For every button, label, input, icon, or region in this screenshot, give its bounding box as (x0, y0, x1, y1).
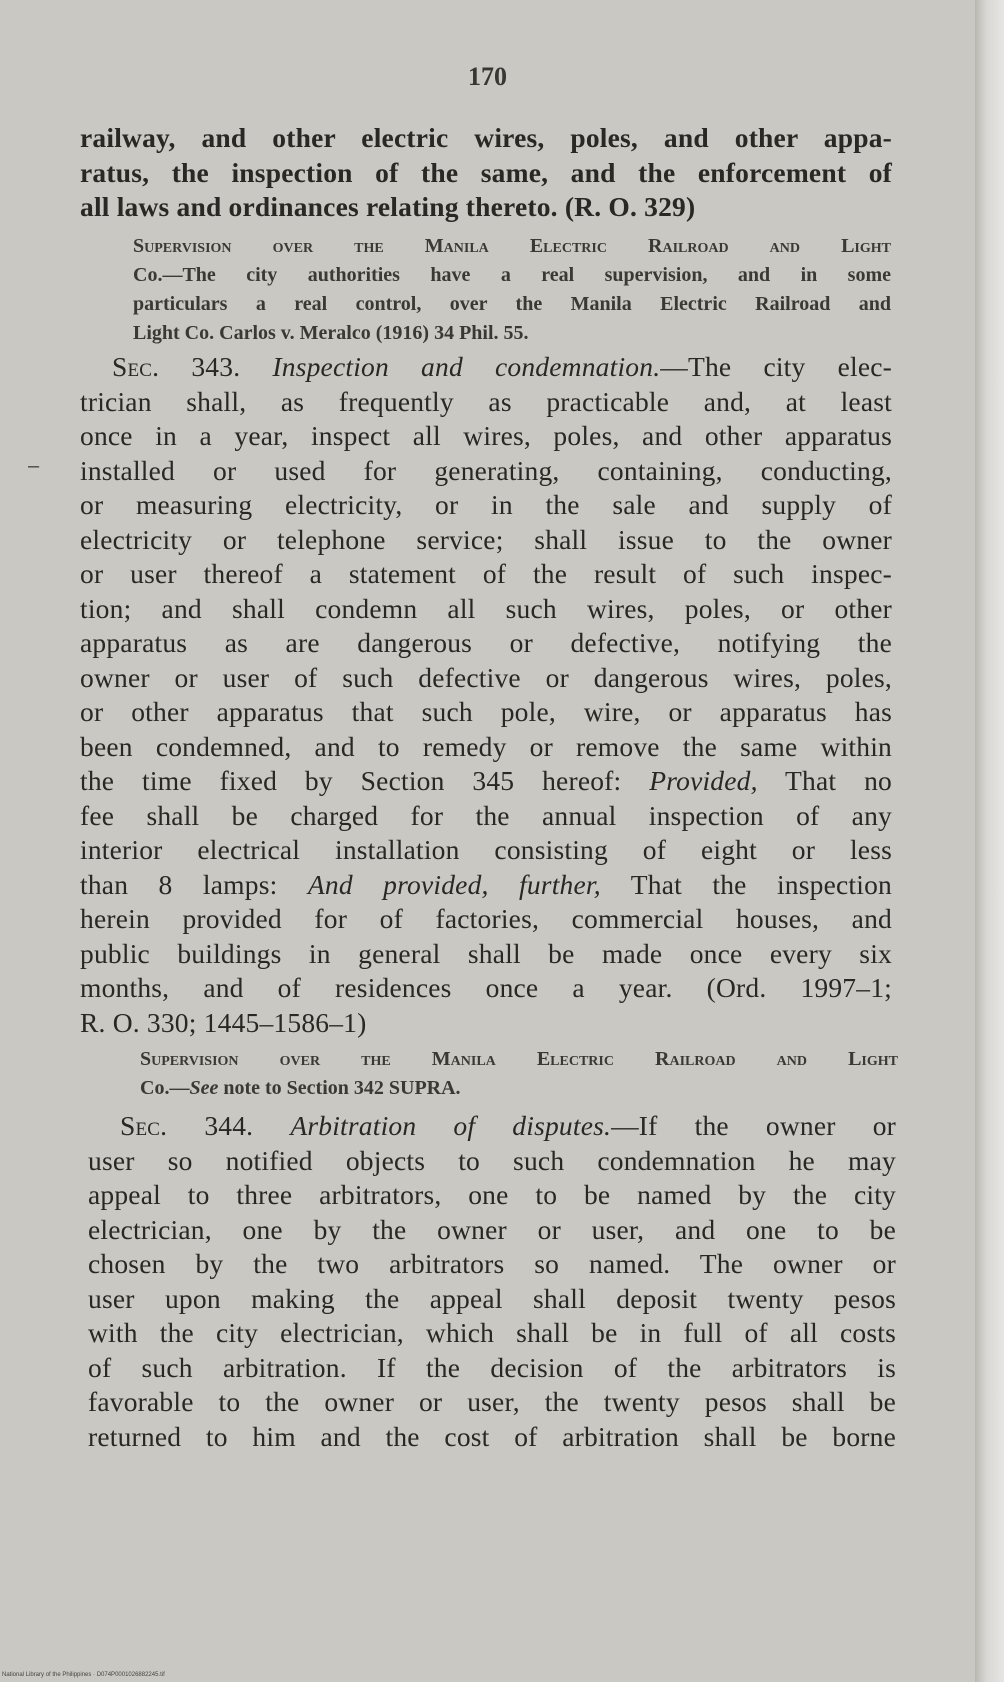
text-line (80, 868, 892, 903)
text-line: electrician, one by the owner or user, and one to be (88, 1213, 896, 1245)
section-number: Sec. 343. (112, 351, 241, 382)
text-line: public buildings in general shall be made once every six (80, 937, 892, 969)
text-line: user upon making the appeal shall deposit twenty pesos (88, 1282, 896, 1314)
text-line: once in a year, inspect all wires, poles, and other apparatus (80, 420, 892, 451)
page-number: 170 (468, 62, 507, 91)
note-heading: Supervision over the Manila Electric Railroad and Light (133, 235, 891, 257)
italic-term: See (189, 1077, 219, 1099)
section-text: —If the owner or (611, 1110, 897, 1141)
section-343 (80, 350, 892, 1040)
text-line: herein provided for of factories, commercial houses, and (80, 903, 892, 934)
text-run: note to Section 342 SUPRA. (218, 1077, 461, 1099)
text-line: or other apparatus that such pole, wire, or apparatus has (80, 696, 892, 727)
margin-mark: – (28, 455, 40, 477)
note-line: Co.—The city authorities have a real supervision, and in some (133, 264, 891, 286)
section-first-line (80, 350, 892, 385)
text-line (80, 764, 892, 799)
text-line: ratus, the inspection of the same, and the enforcement of (80, 156, 892, 188)
text-line: favorable to the owner or user, the twenty pesos shall be (88, 1386, 896, 1417)
note-line: Light Co. Carlos v. Meralco (1916) 34 Phil. 55. (133, 322, 529, 344)
section-344 (88, 1109, 896, 1454)
text-line: all laws and ordinances relating thereto. (R. O. 329) (80, 191, 696, 222)
text-line: R. O. 330; 1445–1586–1) (80, 1006, 367, 1038)
text-line: owner or user of such defective or dangerous wires, poles, (80, 661, 892, 693)
text-line: interior electrical installation consisting of eight or less (80, 834, 892, 865)
page-edge (975, 0, 1004, 1682)
text-line: or measuring electricity, or in the sale and supply of (80, 489, 892, 520)
section-title: Inspection and condemnation. (272, 351, 661, 382)
scan-footer: National Library of the Philippines · D074P0001026882245.tif (2, 1672, 165, 1678)
intro-paragraph (80, 121, 892, 225)
text-run: Co.— (140, 1077, 190, 1099)
annotation-note-2 (140, 1045, 898, 1103)
section-first-line (88, 1109, 896, 1144)
section-title: Arbitration of disputes. (290, 1110, 612, 1141)
text-run: the time fixed by Section 345 hereof: (80, 765, 650, 796)
annotation-note-1 (133, 232, 891, 348)
italic-term: Provided, (649, 765, 758, 796)
text-line: fee shall be charged for the annual inspection of any (80, 799, 892, 831)
text-run: That the inspection (600, 868, 892, 900)
text-line: been condemned, and to remedy or remove the same within (80, 730, 892, 762)
note-line (140, 1074, 898, 1103)
text-line: user so notified objects to such condemnation he may (88, 1144, 896, 1176)
text-line: with the city electrician, which shall be in full of all costs (88, 1317, 896, 1348)
text-run: than 8 lamps: (80, 868, 308, 900)
text-line: apparatus as are dangerous or defective, notifying the (80, 627, 892, 658)
text-line: chosen by the two arbitrators so named. The owner or (88, 1248, 896, 1279)
text-line: or user thereof a statement of the result of such inspec- (80, 558, 892, 589)
text-line: electricity or telephone service; shall issue to the owner (80, 523, 892, 555)
italic-term: And provided, further, (307, 868, 601, 900)
text-line: returned to him and the cost of arbitration shall be borne (88, 1420, 896, 1452)
text-line: tion; and shall condemn all such wires, poles, or other (80, 592, 892, 624)
note-line: particulars a real control, over the Manila Electric Railroad and (133, 293, 891, 315)
text-line: appeal to three arbitrators, one to be named by the city (88, 1179, 896, 1210)
section-number: Sec. 344. (120, 1110, 254, 1141)
text-line: trician shall, as frequently as practicable and, at least (80, 385, 892, 417)
note-heading: Supervision over the Manila Electric Railroad and Light (140, 1048, 898, 1070)
text-line: installed or used for generating, containing, conducting, (80, 454, 892, 486)
text-run: That no (757, 765, 892, 796)
section-text: —The city elec- (660, 351, 892, 382)
text-line: months, and of residences once a year. (Ord. 1997–1; (80, 972, 892, 1003)
text-line: of such arbitration. If the decision of the arbitrators is (88, 1351, 896, 1383)
text-line: railway, and other electric wires, poles, and other appa- (80, 122, 892, 153)
